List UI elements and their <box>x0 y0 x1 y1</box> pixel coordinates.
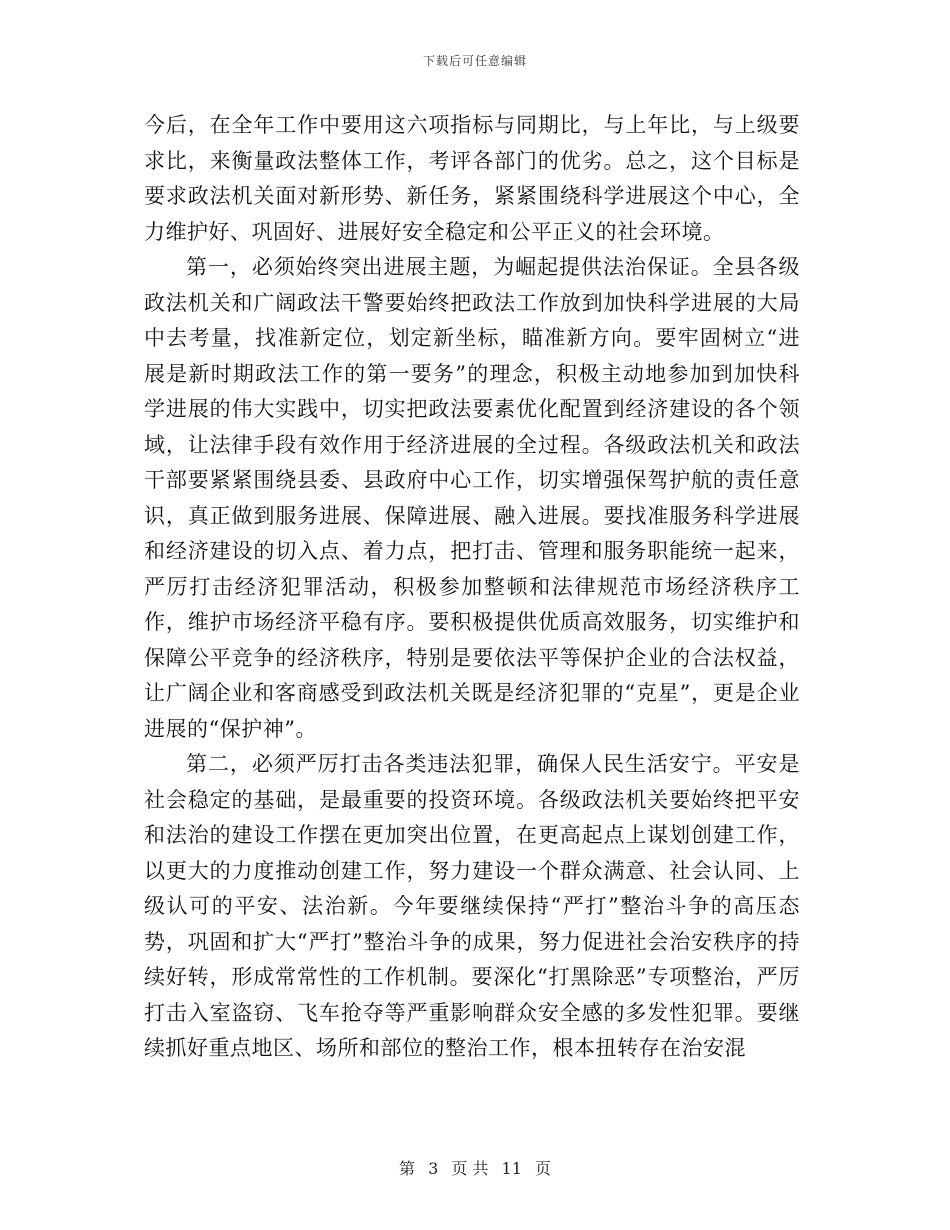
paragraph-continuation: 今后，在全年工作中要用这六项指标与同期比，与上年比，与上级要求比，来衡量政法整体工作，考评各部门的优劣。总之，这个目标是要求政法机关面对新形势、新任务，紧紧围绕科学进展这个中心，全力维护好、巩固好、进展好安全稳定和公平正义的社会环境。 <box>144 113 800 244</box>
paragraph-second-point: 第二，必须严厉打击各类违法犯罪，确保人民生活安宁。平安是社会稳定的基础，是最重要的投资环境。各级政法机关要始终把平安和法治的建设工作摆在更加突出位置，在更高起点上谋划创建工作，以更大的力度推动创建工作，努力建设一个群众满意、社会认同、上级认可的平安、法治新。今年要继续保持“严打”整治斗争的高压态势，巩固和扩大“严打”整治斗争的成果，努力促进社会治安秩序的持续好转，形成常常性的工作机制。要深化“打黑除恶”专项整治，严厉打击入室盗窃、飞车抢夺等严重影响群众安全感的多发性犯罪。要继续抓好重点地区、场所和部位的整治工作，根本扭转存在治安混 <box>144 752 800 1060</box>
footer-current-page: 3 <box>428 1159 439 1178</box>
footer-mid: 页 共 <box>451 1159 489 1178</box>
document-body <box>144 108 800 1067</box>
footer-total-pages: 11 <box>501 1159 522 1178</box>
footer-prefix: 第 <box>398 1159 415 1178</box>
paragraph-first-point: 第一，必须始终突出进展主题，为崛起提供法治保证。全县各级政法机关和广阔政法干警要始终把政法工作放到加快科学进展的大局中去考量，找准新定位，划定新坐标，瞄准新方向。要牢固树立“进展是新时期政法工作的第一要务”的理念，积极主动地参加到加快科学进展的伟大实践中，切实把政法要素优化配置到经济建设的各个领域，让法律手段有效作用于经济进展的全过程。各级政法机关和政法干部要紧紧围绕县委、县政府中心工作，切实增强保驾护航的责任意识，真正做到服务进展、保障进展、融入进展。要找准服务科学进展和经济建设的切入点、着力点，把打击、管理和服务职能统一起来，严厉打击经济犯罪活动，积极参加整顿和法律规范市场经济秩序工作，维护市场经济平稳有序。要积极提供优质高效服务，切实维护和保障公平竞争的经济秩序，特别是要依法平等保护企业的合法权益，让广阔企业和客商感受到政法机关既是经济犯罪的“克星”，更是企业进展的“保护神”。 <box>144 255 800 741</box>
page-footer <box>0 1156 950 1179</box>
footer-suffix: 页 <box>535 1159 552 1178</box>
page-header: 下载后可任意编辑 <box>422 54 527 68</box>
